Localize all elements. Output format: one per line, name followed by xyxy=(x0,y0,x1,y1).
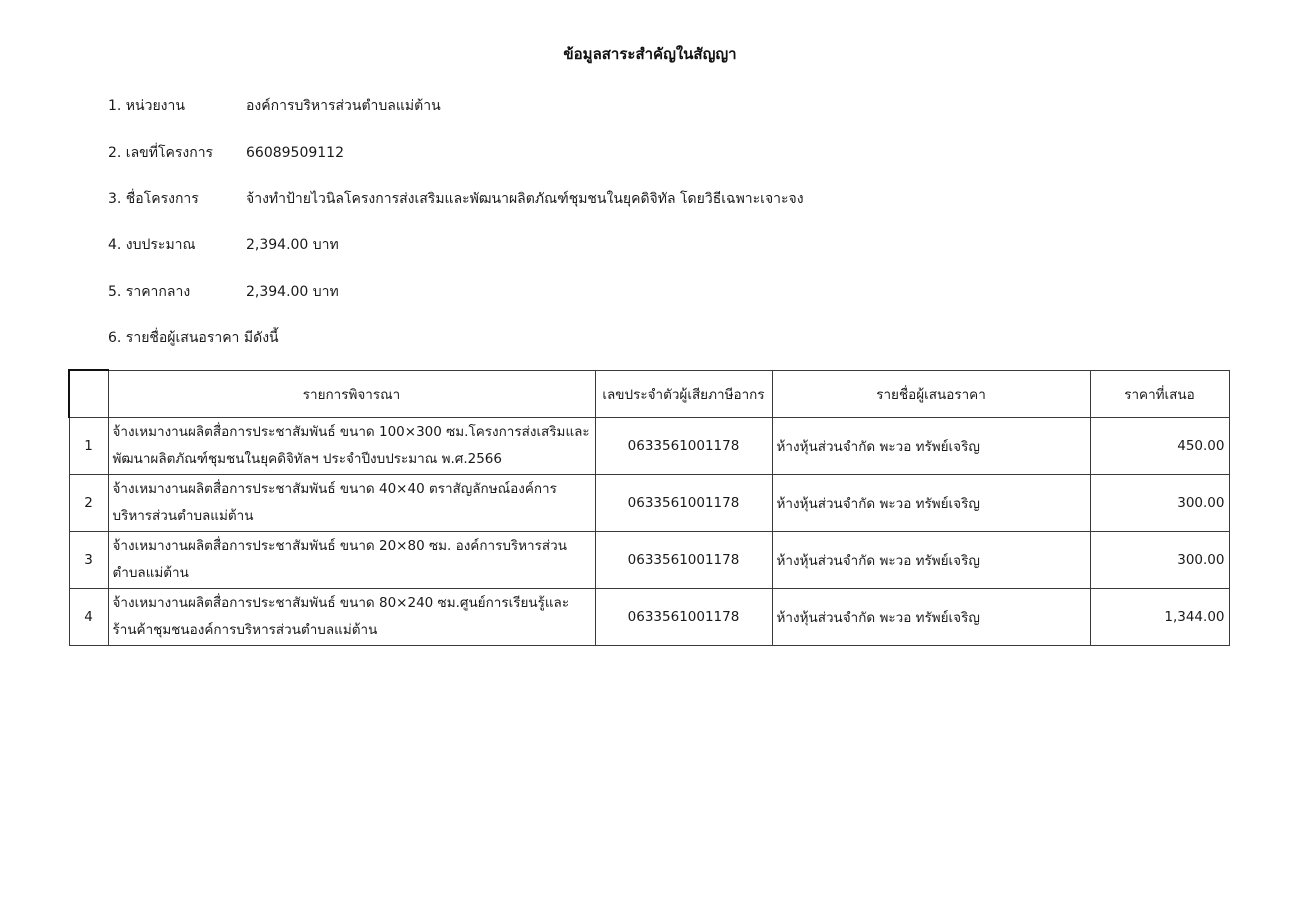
row-item: จ้างเหมางานผลิตสื่อการประชาสัมพันธ์ ขนาด 80×240 ซม.ศูนย์การเรียนรู้และร้านค้าชุมชนองค์การบริหารส่วนตำบลแม่ต้าน xyxy=(108,589,595,646)
row-bidder: ห้างหุ้นส่วนจำกัด พะวอ ทรัพย์เจริญ xyxy=(772,589,1090,646)
row-tax-id: 0633561001178 xyxy=(595,532,772,589)
bidders-table xyxy=(68,369,1230,646)
header-price: ราคาที่เสนอ xyxy=(1090,370,1229,418)
row-item: จ้างเหมางานผลิตสื่อการประชาสัมพันธ์ ขนาด 40×40 ตราสัญลักษณ์องค์การบริหารส่วนตำบลแม่ต้าน xyxy=(108,475,595,532)
project-number-label: 2. เลขที่โครงการ xyxy=(108,145,214,161)
header-bidder: รายชื่อผู้เสนอราคา xyxy=(772,370,1090,418)
median-price-value: 2,394.00 บาท xyxy=(246,284,339,300)
header-no xyxy=(69,370,108,418)
header-tax-id: เลขประจำตัวผู้เสียภาษีอากร xyxy=(595,370,772,418)
row-item: จ้างเหมางานผลิตสื่อการประชาสัมพันธ์ ขนาด 100×300 ซม.โครงการส่งเสริมและพัฒนาผลิตภัณฑ์ชุมชนในยุคดิจิทัลฯ ประจำปีงบประมาณ พ.ศ.2566 xyxy=(108,418,595,475)
row-price: 300.00 xyxy=(1090,475,1229,532)
document-title: ข้อมูลสาระสำคัญในสัญญา xyxy=(563,45,737,63)
row-number: 2 xyxy=(69,475,108,532)
budget-label: 4. งบประมาณ xyxy=(108,237,196,253)
table-row xyxy=(69,475,1229,532)
row-item: จ้างเหมางานผลิตสื่อการประชาสัมพันธ์ ขนาด 20×80 ซม. องค์การบริหารส่วนตำบลแม่ต้าน xyxy=(108,532,595,589)
bidders-heading-text: 6. รายชื่อผู้เสนอราคา มีดังนี้ xyxy=(108,330,279,346)
row-bidder: ห้างหุ้นส่วนจำกัด พะวอ ทรัพย์เจริญ xyxy=(772,532,1090,589)
median-price-label: 5. ราคากลาง xyxy=(108,284,191,300)
project-name-value: จ้างทำป้ายไวนิลโครงการส่งเสริมและพัฒนาผลิตภัณฑ์ชุมชนในยุคดิจิทัล โดยวิธีเฉพาะเจาะจง xyxy=(246,191,804,207)
row-tax-id: 0633561001178 xyxy=(595,589,772,646)
row-number: 1 xyxy=(69,418,108,475)
row-price: 300.00 xyxy=(1090,532,1229,589)
table-row xyxy=(69,418,1229,475)
row-price: 450.00 xyxy=(1090,418,1229,475)
row-bidder: ห้างหุ้นส่วนจำกัด พะวอ ทรัพย์เจริญ xyxy=(772,475,1090,532)
row-tax-id: 0633561001178 xyxy=(595,475,772,532)
project-name-label: 3. ชื่อโครงการ xyxy=(108,191,199,207)
table-header-row xyxy=(69,370,1229,418)
agency-label: 1. หน่วยงาน xyxy=(108,98,185,114)
row-number: 3 xyxy=(69,532,108,589)
header-item: รายการพิจารณา xyxy=(108,370,595,418)
agency-value: องค์การบริหารส่วนตำบลแม่ต้าน xyxy=(246,98,441,114)
row-number: 4 xyxy=(69,589,108,646)
row-price: 1,344.00 xyxy=(1090,589,1229,646)
table-row xyxy=(69,532,1229,589)
table-row xyxy=(69,589,1229,646)
project-number-value: 66089509112 xyxy=(246,145,344,161)
row-bidder: ห้างหุ้นส่วนจำกัด พะวอ ทรัพย์เจริญ xyxy=(772,418,1090,475)
row-tax-id: 0633561001178 xyxy=(595,418,772,475)
budget-value: 2,394.00 บาท xyxy=(246,237,339,253)
